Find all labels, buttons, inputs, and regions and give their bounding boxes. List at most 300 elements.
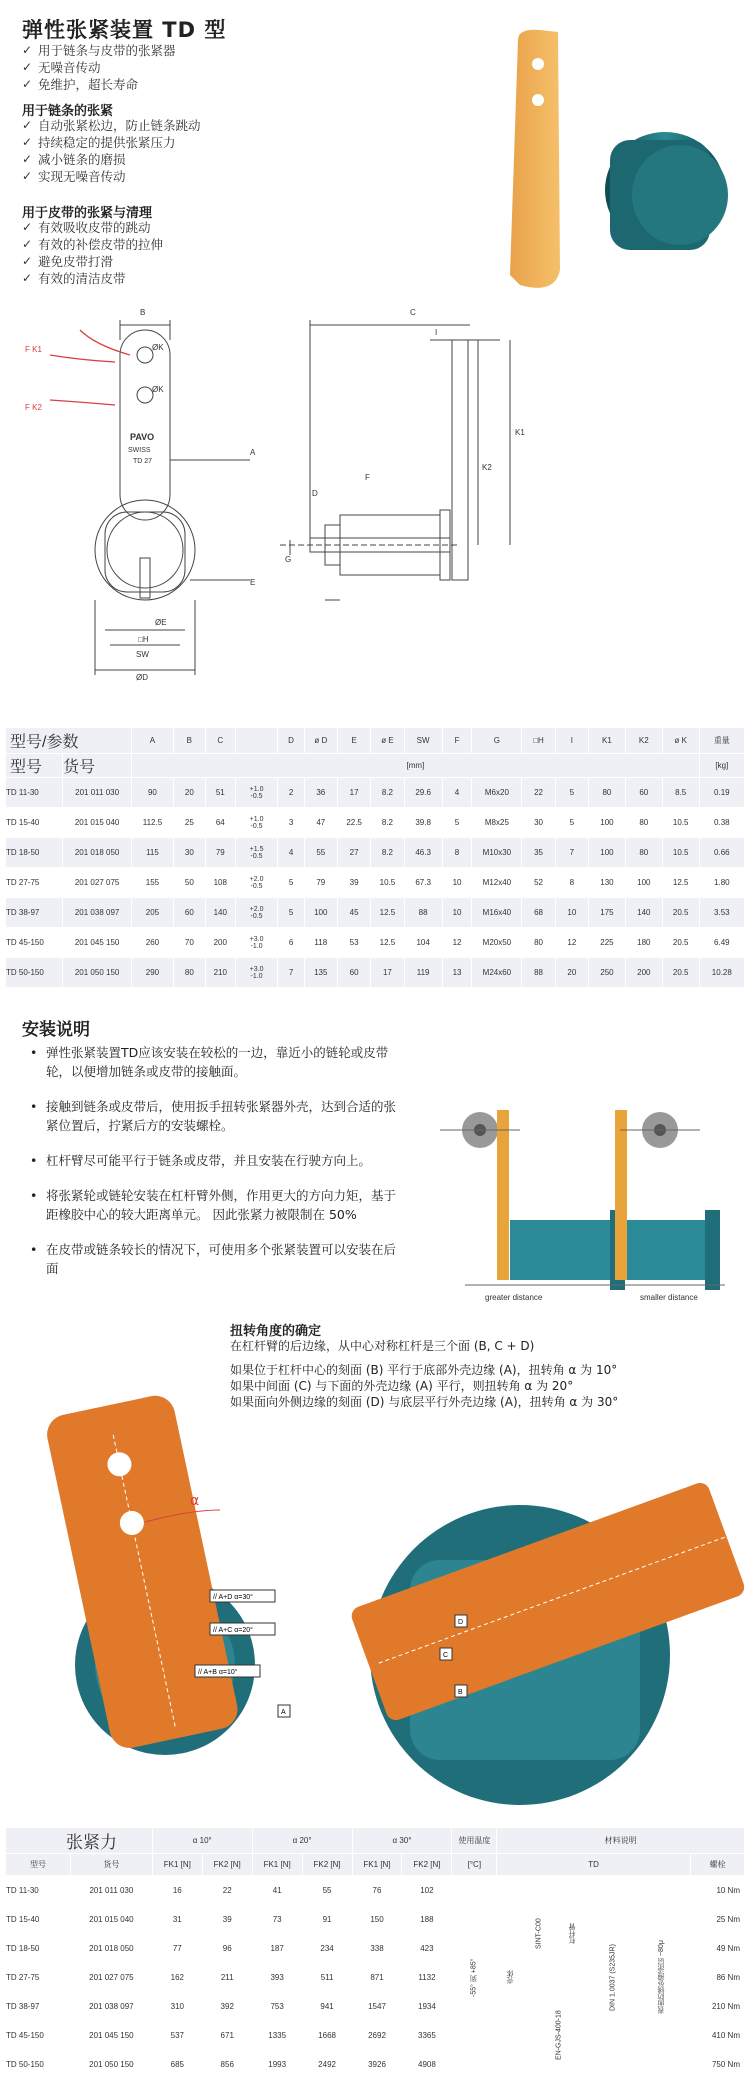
table-cell: 201 018 050 — [70, 1934, 152, 1963]
list-item: • 接触到链条或皮带后，使用扳手扭转张紧器外壳，达到合适的张紧位置后，拧紧后方的安装螺栓。 — [28, 1097, 408, 1135]
table-cell: 1993 — [252, 2050, 302, 2079]
table-cell: 25 Nm — [690, 1905, 744, 1934]
intro-list — [20, 42, 176, 93]
table-cell: +3.0 -1.0 — [235, 958, 278, 988]
column-header: 重量 — [699, 728, 744, 754]
table-cell: 10.5 — [662, 838, 699, 868]
dim-label: G — [285, 555, 292, 564]
force-table — [5, 1827, 745, 2079]
table-cell: 5 — [278, 868, 304, 898]
table-cell: 8.2 — [371, 838, 404, 868]
unit-label: [kg] — [699, 754, 744, 778]
table-cell: 73 — [252, 1905, 302, 1934]
belt-list — [20, 219, 163, 287]
column-header: α 20° — [252, 1828, 352, 1854]
tag-label: // A+D α=30° — [213, 1594, 253, 1601]
table-cell: 118 — [304, 928, 337, 958]
table-cell: 753 — [252, 1992, 302, 2021]
table-cell: 201 015 040 — [70, 1905, 152, 1934]
table-cell: M24x60 — [472, 958, 522, 988]
table-cell: 100 — [625, 868, 662, 898]
table-cell: 55 — [304, 838, 337, 868]
material-cell: DIN 1.0037 (S235JR) — [593, 1876, 633, 2079]
table-cell: 31 — [152, 1905, 202, 1934]
table-cell: 55 — [302, 1876, 352, 1905]
column-header: FK2 [N] — [302, 1854, 352, 1876]
table-cell: 12.5 — [371, 928, 404, 958]
table-cell: +1.0 -0.5 — [235, 778, 278, 808]
table-title: 张紧力 — [6, 1828, 153, 1854]
list-item: ✓ 避免皮带打滑 — [20, 253, 163, 270]
column-header: K2 — [625, 728, 662, 754]
install-heading: 安装说明 — [22, 1020, 90, 1040]
table-cell: TD 50-150 — [6, 2050, 71, 2079]
dim-label: K2 — [482, 463, 492, 472]
table-cell: 35 — [522, 838, 555, 868]
table-cell: 50 — [173, 868, 205, 898]
material-cell: 表面防锈处理涂层 ~80μ — [633, 1876, 691, 2079]
table-cell: 205 — [132, 898, 174, 928]
table-cell: 88 — [522, 958, 555, 988]
table-cell: 8.2 — [371, 778, 404, 808]
column-header: TD — [497, 1854, 691, 1876]
dim-label: ØE — [155, 618, 167, 627]
list-item: ✓ 自动张紧松边，防止链条跳动 — [20, 117, 201, 134]
table-cell: 100 — [589, 808, 626, 838]
table-cell: 51 — [205, 778, 235, 808]
table-cell: 17 — [337, 778, 370, 808]
force-label: F K2 — [25, 403, 42, 412]
table-cell: 46.3 — [404, 838, 442, 868]
dim-label: B — [140, 308, 146, 317]
column-header: □H — [522, 728, 555, 754]
column-header: K1 — [589, 728, 626, 754]
table-cell: +1.0 -0.5 — [235, 808, 278, 838]
column-header: [°C] — [452, 1854, 497, 1876]
column-header: ø D — [304, 728, 337, 754]
column-header: B — [173, 728, 205, 754]
diagram-label: smaller distance — [640, 1293, 698, 1302]
list-item: ✓ 有效的清洁皮带 — [20, 270, 163, 287]
table-cell: 6 — [278, 928, 304, 958]
paragraph: 在杠杆臂的后边缘，从中心对称杠杆是三个面 (B, C + D) — [230, 1339, 535, 1353]
table-cell: 30 — [173, 838, 205, 868]
table-cell: 39 — [202, 1905, 252, 1934]
table-cell: 750 Nm — [690, 2050, 744, 2079]
table-cell: 201 015 040 — [63, 808, 132, 838]
table-cell: 3926 — [352, 2050, 402, 2079]
table-cell: 2492 — [302, 2050, 352, 2079]
table-cell: 80 — [625, 838, 662, 868]
table-cell: 201 045 150 — [70, 2021, 152, 2050]
column-header: E — [337, 728, 370, 754]
table-subtitle: 型号 — [6, 754, 63, 778]
table-cell: 1335 — [252, 2021, 302, 2050]
table-cell: 22.5 — [337, 808, 370, 838]
table-cell: 201 045 150 — [63, 928, 132, 958]
table-row — [6, 778, 745, 808]
dim-label: E — [250, 578, 256, 587]
column-header: 使用温度 — [452, 1828, 497, 1854]
table-cell: TD 27-75 — [6, 868, 63, 898]
dim-label: A — [250, 448, 256, 457]
table-cell: TD 45-150 — [6, 2021, 71, 2050]
unit-label: [mm] — [132, 754, 700, 778]
table-cell: 96 — [202, 1934, 252, 1963]
table-cell: 91 — [302, 1905, 352, 1934]
column-header: α 30° — [352, 1828, 452, 1854]
column-header: F — [442, 728, 472, 754]
table-cell: 201 027 075 — [63, 868, 132, 898]
table-cell: 180 — [625, 928, 662, 958]
table-cell: 27 — [337, 838, 370, 868]
table-cell: 162 — [152, 1963, 202, 1992]
table-cell: 20 — [173, 778, 205, 808]
table-cell: 941 — [302, 1992, 352, 2021]
table-cell: 10.5 — [371, 868, 404, 898]
table-row — [6, 808, 745, 838]
table-cell: 1547 — [352, 1992, 402, 2021]
list-item: • 在皮带或链条较长的情况下，可使用多个张紧装置可以安装在后面 — [28, 1240, 408, 1278]
paragraph: 如果面向外侧边缘的刻面 (D) 与底层平行外壳边缘 (A)，扭转角 α 为 30° — [230, 1395, 619, 1409]
column-header: G — [472, 728, 522, 754]
paragraph: 如果位于杠杆中心的刻面 (B) 平行于底部外壳边缘 (A)，扭转角 α 为 10° — [230, 1363, 618, 1377]
page-title: 弹性张紧装置 TD 型 — [22, 18, 227, 42]
table-cell: 0.38 — [699, 808, 744, 838]
table-cell: 4 — [278, 838, 304, 868]
table-cell: 0.66 — [699, 838, 744, 868]
table-cell: 5 — [555, 778, 588, 808]
table-cell: +2.0 -0.5 — [235, 898, 278, 928]
table-cell: +2.0 -0.5 — [235, 868, 278, 898]
dim-label: K1 — [515, 428, 525, 437]
table-cell: 76 — [352, 1876, 402, 1905]
table-cell: 3365 — [402, 2021, 452, 2050]
table-cell: 12.5 — [662, 868, 699, 898]
table-row — [6, 1876, 745, 1905]
column-header: ø K — [662, 728, 699, 754]
table-cell: 234 — [302, 1934, 352, 1963]
list-item: ✓ 实现无噪音传动 — [20, 168, 201, 185]
table-cell: 250 — [589, 958, 626, 988]
table-cell: TD 15-40 — [6, 1905, 71, 1934]
table-row — [6, 928, 745, 958]
table-cell: 10 — [442, 898, 472, 928]
table-cell: 1.80 — [699, 868, 744, 898]
table-cell: TD 18-50 — [6, 838, 63, 868]
table-cell: 36 — [304, 778, 337, 808]
brand-label: PAVO — [130, 432, 155, 442]
list-item: • 将张紧轮或链轮安装在杠杆臂外侧，作用更大的方向力矩，基于距橡胶中心的较大距离单元。 因此张紧力被限制在 50% — [28, 1186, 408, 1224]
table-cell: 150 — [352, 1905, 402, 1934]
table-cell: 175 — [589, 898, 626, 928]
column-header: FK2 [N] — [202, 1854, 252, 1876]
face-label: B — [458, 1689, 463, 1696]
dim-label: ØK — [152, 385, 164, 394]
table-cell: 201 011 030 — [70, 1876, 152, 1905]
table-cell: 47 — [304, 808, 337, 838]
table-cell: 210 Nm — [690, 1992, 744, 2021]
table-cell: 10 Nm — [690, 1876, 744, 1905]
table-cell: M6x20 — [472, 778, 522, 808]
table-cell: TD 18-50 — [6, 1934, 71, 1963]
table-cell: 201 038 097 — [63, 898, 132, 928]
table-cell: 856 — [202, 2050, 252, 2079]
table-cell: 290 — [132, 958, 174, 988]
table-cell: 200 — [625, 958, 662, 988]
material-cell: 杠杆臂 — [553, 1876, 593, 1992]
table-cell: 537 — [152, 2021, 202, 2050]
table-cell: 88 — [404, 898, 442, 928]
chain-heading: 用于链条的张紧 — [22, 104, 114, 119]
table-cell: 22 — [202, 1876, 252, 1905]
table-cell: 29.6 — [404, 778, 442, 808]
material-cell: SINT-C00 — [525, 1876, 553, 1992]
table-cell: 392 — [202, 1992, 252, 2021]
spec-table-body — [5, 777, 745, 988]
table-cell: 1668 — [302, 2021, 352, 2050]
table-cell: 20 — [555, 958, 588, 988]
table-row — [6, 868, 745, 898]
table-row — [6, 838, 745, 868]
product-image — [500, 20, 740, 290]
dim-label: □H — [138, 635, 149, 644]
column-header: C — [205, 728, 235, 754]
table-cell: 102 — [402, 1876, 452, 1905]
table-cell: 310 — [152, 1992, 202, 2021]
list-item: ✓ 有效的补偿皮带的拉伸 — [20, 236, 163, 253]
column-header: α 10° — [152, 1828, 252, 1854]
face-label: A — [281, 1709, 286, 1716]
column-header: 货号 — [70, 1854, 152, 1876]
table-cell: 3 — [278, 808, 304, 838]
table-subtitle: 货号 — [63, 754, 132, 778]
table-cell: 52 — [522, 868, 555, 898]
table-cell: 393 — [252, 1963, 302, 1992]
list-item: ✓ 减小链条的磨损 — [20, 151, 201, 168]
table-cell: 201 011 030 — [63, 778, 132, 808]
table-cell: 22 — [522, 778, 555, 808]
table-cell: 8.5 — [662, 778, 699, 808]
temp-cell: -55° 到 +85° — [452, 1876, 497, 2079]
column-header: 螺栓 — [690, 1854, 744, 1876]
paragraph: 如果中间面 (C) 与下面的外壳边缘 (A) 平行，则扭转角 α 为 20° — [230, 1379, 574, 1393]
table-cell: 410 Nm — [690, 2021, 744, 2050]
table-cell: 49 Nm — [690, 1934, 744, 1963]
table-cell: 871 — [352, 1963, 402, 1992]
spec-table — [5, 727, 745, 778]
column-header: FK1 [N] — [152, 1854, 202, 1876]
alpha-label: α — [190, 1493, 200, 1509]
table-cell: 39.8 — [404, 808, 442, 838]
tag-label: // A+C α=20° — [213, 1627, 253, 1634]
column-header: 型号 — [6, 1854, 71, 1876]
table-cell: 130 — [589, 868, 626, 898]
table-cell: 20.5 — [662, 958, 699, 988]
table-cell: 12 — [442, 928, 472, 958]
column-header: D — [278, 728, 304, 754]
table-cell: 16 — [152, 1876, 202, 1905]
table-cell: TD 50-150 — [6, 958, 63, 988]
table-cell: 8 — [555, 868, 588, 898]
list-item: ✓ 无噪音传动 — [20, 59, 176, 76]
table-cell: TD 11-30 — [6, 778, 63, 808]
table-cell: M12x40 — [472, 868, 522, 898]
table-cell: 10 — [442, 868, 472, 898]
table-cell: 0.19 — [699, 778, 744, 808]
brand-label: SWISS — [128, 447, 151, 454]
table-cell: M10x30 — [472, 838, 522, 868]
column-header: A — [132, 728, 174, 754]
table-cell: 108 — [205, 868, 235, 898]
column-header: FK1 [N] — [352, 1854, 402, 1876]
table-cell: TD 45-150 — [6, 928, 63, 958]
table-cell: 5 — [442, 808, 472, 838]
face-label: D — [458, 1619, 464, 1626]
table-cell: 67.3 — [404, 868, 442, 898]
table-title: 型号/参数 — [6, 728, 132, 754]
table-cell: 25 — [173, 808, 205, 838]
table-cell: 60 — [173, 898, 205, 928]
dim-label: C — [410, 308, 416, 317]
table-cell: 201 027 075 — [70, 1963, 152, 1992]
table-cell: 12.5 — [371, 898, 404, 928]
list-item: ✓ 持续稳定的提供张紧压力 — [20, 134, 201, 151]
table-cell: 201 038 097 — [70, 1992, 152, 2021]
table-cell: 210 — [205, 958, 235, 988]
material-cell: 壳体 — [497, 1876, 525, 2079]
belt-heading: 用于皮带的张紧与清理 — [22, 206, 153, 221]
table-cell: 8 — [442, 838, 472, 868]
table-cell: 20.5 — [662, 898, 699, 928]
table-cell: 39 — [337, 868, 370, 898]
column-header: ø E — [371, 728, 404, 754]
column-header: SW — [404, 728, 442, 754]
table-cell: 80 — [522, 928, 555, 958]
force-label: F K1 — [25, 345, 42, 354]
table-row — [6, 958, 745, 988]
list-item: ✓ 有效吸收皮带的跳动 — [20, 219, 163, 236]
model-label: TD 27 — [133, 458, 153, 465]
table-cell: 1934 — [402, 1992, 452, 2021]
table-cell: 4 — [442, 778, 472, 808]
table-cell: M8x25 — [472, 808, 522, 838]
table-cell: 119 — [404, 958, 442, 988]
table-cell: 80 — [589, 778, 626, 808]
table-row — [6, 898, 745, 928]
table-cell: 211 — [202, 1963, 252, 1992]
table-cell: 201 050 150 — [70, 2050, 152, 2079]
table-cell: TD 38-97 — [6, 898, 63, 928]
table-cell: TD 15-40 — [6, 808, 63, 838]
table-cell: 685 — [152, 2050, 202, 2079]
table-cell: TD 11-30 — [6, 1876, 71, 1905]
table-cell: 188 — [402, 1905, 452, 1934]
table-cell: 104 — [404, 928, 442, 958]
table-cell: 79 — [205, 838, 235, 868]
dim-label: D — [312, 489, 318, 498]
install-list — [28, 1043, 408, 1294]
table-cell: 260 — [132, 928, 174, 958]
install-diagram — [425, 1090, 735, 1305]
table-cell: 8.2 — [371, 808, 404, 838]
table-cell: M20x50 — [472, 928, 522, 958]
table-cell: 5 — [555, 808, 588, 838]
table-cell: 77 — [152, 1934, 202, 1963]
table-cell: 1132 — [402, 1963, 452, 1992]
table-cell: 671 — [202, 2021, 252, 2050]
table-cell: 155 — [132, 868, 174, 898]
table-cell: 511 — [302, 1963, 352, 1992]
table-cell: 17 — [371, 958, 404, 988]
tag-label: // A+B α=10° — [198, 1669, 238, 1676]
table-cell: 2 — [278, 778, 304, 808]
table-cell: 10.5 — [662, 808, 699, 838]
column-header: 材料说明 — [497, 1828, 745, 1854]
table-cell: 45 — [337, 898, 370, 928]
table-cell: 3.53 — [699, 898, 744, 928]
list-item: • 杠杆臂尽可能平行于链条或皮带，并且安装在行驶方向上。 — [28, 1151, 408, 1170]
table-cell: 60 — [625, 778, 662, 808]
table-cell: 338 — [352, 1934, 402, 1963]
chain-list — [20, 117, 201, 185]
table-cell: 100 — [589, 838, 626, 868]
table-cell: TD 27-75 — [6, 1963, 71, 1992]
dim-label: F — [365, 473, 370, 482]
table-cell: 13 — [442, 958, 472, 988]
list-item: • 弹性张紧装置TD应该安装在较松的一边，靠近小的链轮或皮带轮，以便增加链条或皮带的接触面。 — [28, 1043, 408, 1081]
table-cell: 225 — [589, 928, 626, 958]
table-cell: 7 — [555, 838, 588, 868]
table-cell: 112.5 — [132, 808, 174, 838]
table-cell: 4908 — [402, 2050, 452, 2079]
table-cell: 100 — [304, 898, 337, 928]
table-cell: 5 — [278, 898, 304, 928]
table-cell: 140 — [625, 898, 662, 928]
table-cell: 30 — [522, 808, 555, 838]
table-cell: +3.0 -1.0 — [235, 928, 278, 958]
table-cell: 2692 — [352, 2021, 402, 2050]
table-cell: 423 — [402, 1934, 452, 1963]
table-cell: 10 — [555, 898, 588, 928]
table-cell: 135 — [304, 958, 337, 988]
technical-drawing — [20, 300, 580, 685]
column-header: I — [555, 728, 588, 754]
column-header: FK1 [N] — [252, 1854, 302, 1876]
dim-label: I — [435, 328, 438, 337]
table-cell: 115 — [132, 838, 174, 868]
table-cell: 20.5 — [662, 928, 699, 958]
face-label: C — [443, 1652, 449, 1659]
table-cell: 86 Nm — [690, 1963, 744, 1992]
angle-heading: 扭转角度的确定 — [230, 1324, 322, 1339]
table-cell: 53 — [337, 928, 370, 958]
table-cell: 90 — [132, 778, 174, 808]
table-cell: 12 — [555, 928, 588, 958]
angle-diagram — [30, 1360, 750, 1810]
table-cell: 70 — [173, 928, 205, 958]
dim-label: SW — [136, 650, 149, 659]
table-cell: 140 — [205, 898, 235, 928]
table-cell: 201 018 050 — [63, 838, 132, 868]
diagram-label: greater distance — [485, 1293, 543, 1302]
table-cell: 79 — [304, 868, 337, 898]
table-cell: 7 — [278, 958, 304, 988]
material-cell: EN-GJS-400-18 — [525, 1992, 593, 2079]
table-cell: M16x40 — [472, 898, 522, 928]
table-cell: 80 — [625, 808, 662, 838]
table-cell: TD 38-97 — [6, 1992, 71, 2021]
